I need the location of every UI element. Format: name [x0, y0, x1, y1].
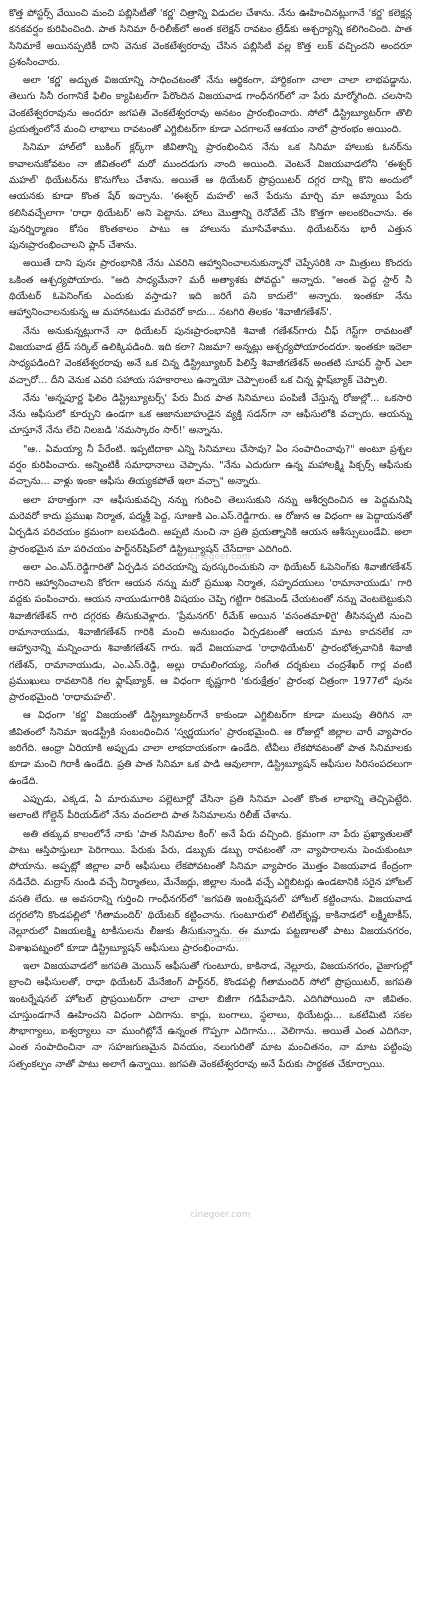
- paragraph: ఇలా విజయవాడలో జగపతి మెయిన్ ఆఫీసుతో గుంటూరు, కాకినాడ, నెల్లూరు, విజయనగరం, వైజాగుల్లో బ్రాంచి ఆఫీసులతో, రాధా థియేటర్ మేనేజింగ్ పార్ట్‌నర్, కొండపల్లి గీతామందిర్ సోలో ప్రొప్రయిటర్, జగపతి ఇంటర్నేషనల్ హోటల్ ప్రొప్రయిటర్‌గా చాలా చాలా బిజీగా గడిపేవాడిని. ఎదిగిపోయింది నా జీవితం. చూస్తుండగానే ఊహించని విధంగా ఎదిగాను. కార్లు, బంగాలు, స్థలాలు, థియేటర్లు... ఒకటేమిటి సకల సౌభాగ్యాలు, ఐశ్వర్యాలు నా ముంగిట్లోనే ఉన్నంత గొప్పగా ఎదిగాను... వెలిగాను. అయితే ఎంత ఎదిగినా, ఎంత సంపాదించినా నా సహజగుణమైన వినయం, నలుగురితో మాట మంచితనం, నా మాట పట్టింపు సత్సంకల్పం నాతో పాటు అలాగే ఉన్నాయి. జగపతి వెంకటేశ్వరరావు అనే పేరుకు సార్థకత చేకూర్చాయి.: [9, 960, 412, 1070]
- paragraph: అతి తక్కువ కాలంలోనే నాకు 'పాత సినిమాల కింగ్' అనే పేరు వచ్చింది. క్రమంగా నా పేరు ప్రఖ్యాతులతో పాటు ఆస్తిపాస్తులూ పెరిగాయి. పేరుకు పేరు, డబ్బుకు డబ్బు రావటంతో నా వ్యాపారాలను పెంచుకుంటూ పోయాను. అప్పట్లో జిల్లాల వారీ ఆఫీసులు లేకపోవటంతో సినిమా వ్యాపారం మొత్తం విజయవాడ కేంద్రంగా నడిచేది. మద్రాస్ నుండి వచ్చే నిర్మాతలు, మేనేజర్లు, జిల్లాల నుండి వచ్చే ఎగ్జిబిటర్లు ఉండటానికి సరైన హోటల్ వసతి లేదు. ఆ అవసరాన్ని గుర్తించి గాంధీనగర్‌లో 'జగపతి ఇంటర్నేషనల్' హోటల్ కట్టించాను. విజయవాడ దగ్గరలోని కొండపల్లిలో 'గీతామందిర్' థియేటర్ కట్టించాను. గుంటూరులో లిటిల్‌కృష్ణ, కాకినాడలో లక్ష్మీటాకీస్, నెల్లూరులో విజయలక్ష్మి టాకీసులను లీజుకు తీసుకున్నాను. ఈ మూడు పట్టణాలతో పాటు విజయనగరం, విశాఖపట్నంలో కూడా డిస్ట్రిబ్యూషన్ ఆఫీసులు ప్రారంభించాను.: [9, 828, 412, 954]
- paragraph: నేను 'అన్నపూర్ణ ఫిలిం డిస్ట్రిబ్యూటర్స్' పేరు మీద పాత సినిమాలు పంపిణీ చేస్తున్న రోజుల్లో... ఒకసారి నేను ఆఫీసులో కూర్చుని ఉండగా ఒక ఆజానుబాహుడైన వ్యక్తి సడన్‌గా నా ఆఫీసులోకి వచ్చారు. ఆయన్ను చూస్తూనే నేను లేచి నిలబడి 'నమస్కారం సార్!' అన్నాను.: [9, 392, 412, 437]
- paragraph: ఆ విధంగా 'కర్ణ' విజయంతో డిస్ట్రిబ్యూటర్‌గానే కాకుండా ఎగ్జిబిటర్‌గా కూడా మలుపు తిరిగిన నా జీవితంలో సినిమా ఇండస్ట్రీకి సంబంధించిన 'స్వర్ణయుగం' ప్రారంభమైంది. ఆ రోజుల్లో జిల్లాల వారీ వ్యాపారం జరిగేది. ఆంధ్రా ఏరియాకి అప్పుడు చాలా లాభదాయకంగా ఉండేది. టీవీలు లేకపోవటంతో పాత సినిమాలకు కూడా మంచి గిరాకీ ఉండేది. ప్రతి పాత సినిమా ఒక పాడి ఆవులాగా, డిస్ట్రిబ్యూషన్ ఆఫీసుల సిరిసంపదలుగా ఉండేది.: [9, 710, 412, 787]
- paragraph: నేను అనుకున్నట్లుగానే నా థియేటర్ పునఃప్రారంభానికి శివాజీ గణేశన్‌గారు చీఫ్ గెస్ట్‌గా రావటంతో విజయవాడ ట్రేడ్ సర్కిల్ ఉలిక్కిపడింది. ఇది కలా? నిజమా? అన్నట్లు ఆశ్చర్యపోయారందరూ. ఇంతకూ ఇదెలా సాధ్యపడింది? వెంకటేశ్వరరావు అనే ఒక చిన్న డిస్ట్రిబ్యూటర్ పిలిస్తే శివాజీగణేశన్ అంతటి సూపర్ స్టార్ ఎలా వచ్చారో... దీని వెనుక ఎవరి సహాయ సహకారాలు ఉన్నాయో చెప్పాలంటే ఒక చిన్న ఫ్లాష్‌బ్యాక్ చెప్పాలి.: [9, 325, 412, 386]
- paragraph: అలా ఎం.ఎస్.రెడ్డిగారితో ఏర్పడిన పరిచయాన్ని పురస్కరించుకుని నా థియేటర్ ఓపెనింగ్‌కు శివాజీగణేశన్ గారిని ఆహ్వానించాలని కోరగా ఆయన నన్ను మరో ప్రముఖ నిర్మాత, సహృదయులు 'రామానాయుడు' గారి వద్దకు పంపించారు. ఆయన నాయుడుగారికి విషయం చెప్పి గట్టిగా రికమెండ్ చేయటంతో నన్ను వెంటబెట్టుకుని శివాజీగణేశన్ గారి దగ్గరకు తీసుకువెళ్లారు. 'ప్రేమనగర్' రీమేక్ అయిన 'వసంతమాళిగై' తీసినప్పటి నుంచి రామానాయుడు, శివాజీగణేశన్ గారికి మంచి అనుబంధం ఏర్పడటంతో ఆయన మాట కాదనలేక నా ఆహ్వానాన్ని మన్నించారు శివాజీగణేశన్ గారు. ఇదే విజయవాడ 'రాధాథియేటర్' ప్రారంభోత్సవానికి శివాజీ గణేశన్, రామానాయుడు, ఎం.ఎస్.రెడ్డి, అల్లు రామలింగయ్య, సంగీత దర్శకులు చంద్రశేఖర్ గార్ల వంటి ప్రముఖులు రావటానికి గల ఫ్లాష్‌బ్యాక్. ఆ విధంగా కృష్ణగారి 'కురుక్షేత్రం' ప్రారంభ చిత్రంగా 1977లో పునః ప్రారంభమైంది 'రాధామహల్'.: [9, 561, 412, 704]
- site-watermark: cinegoer.com: [190, 1210, 251, 1220]
- paragraph: ఎప్పుడు, ఎక్కడ, ఏ మారుమూల పల్లెటూర్లో వేసినా ప్రతి సినిమా ఎంతో కొంత లాభాన్ని తెచ్చిపెట్టేది. అలాంటి గోల్డెన్ పీరియడ్‌లో నేను వందలాది పాత సినిమాలను రిలీజ్ చేశాను.: [9, 793, 412, 822]
- paragraph: సినిమా హాల్‌లో బుకింగ్ క్లర్క్‌గా జీవితాన్ని ప్రారంభించిన నేను ఒక సినిమా హాలుకు ఓనర్‌ను కావాలనుకోవటం నా జీవితంలో మరో ముందడుగు నాంది అయింది. వెంటనే విజయవాడలోని 'ఈశ్వర్ మహల్' థియేటర్‌ను కొనుగోలు చేశాను. అయితే ఆ థియేటర్ ప్రొప్రయిటర్ దగ్గర దాన్ని కొని అందులో ఆయనకు కూడా కొంత షేర్ ఇచ్చాను. 'ఈశ్వర్ మహల్' అనే పేరును మార్చి మా అమ్మాయి పేరు కలిసివచ్చేలాగా 'రాధా థియేటర్' అని పెట్టాను. హాలు మొత్తాన్ని రెనోవేట్ చేసి కొత్తగా అలంకరించాను. ఈ పునర్నిర్మాణం కోసం కొంతకాలం పాటు ఆ హాలును మూసివేశాము. థియేటర్‌ను భారీ ఎత్తున పునఃప్రారంభించాలని ప్లాన్ చేశాను.: [9, 142, 412, 252]
- paragraph: కొత్త పోస్టర్స్ వేయించి మంచి పబ్లిసిటీతో 'కర్ణ' చిత్రాన్ని విడుదల చేశాను. నేను ఊహించినట్లుగానే 'కర్ణ' కలెక్షన్ల కనకవర్షం కురిపించింది. పాత సినిమా రీ-రిలీజ్‌లో అంత కలెక్షన్ రావటం ట్రేడ్‌కు ఆశ్చర్యాన్ని కలిగించింది. పాత సినిమాకే అయినప్పటికీ దాని వెనుక వెంకటేశ్వరరావు చేసిన పబ్లిసిటీ వల్ల కొత్త లుక్ వచ్చిందని అందరూ ప్రశంసించారు.: [9, 8, 412, 68]
- paragraph: "ఆ.. ఏమయ్యా నీ పేరేంటి. ఇప్పటిదాకా ఎన్ని సినిమాలు చేసావు? ఏం సంపాదించావు?" అంటూ ప్రశ్నల వర్షం కురిపించారు. అన్నింటికీ సమాధానాలు చెప్పాను. "నేను ఎదురుగా ఉన్న మహాలక్ష్మి పిక్చర్స్ ఆఫీసుకు వచ్చాను... వాళ్లు ఇంకా ఆఫీసు తియ్యకపోతే ఇలా వచ్చా" అన్నారు.: [9, 443, 412, 488]
- site-watermark: cinegoer.com: [190, 935, 251, 945]
- site-watermark: cinegoer.com: [190, 552, 251, 562]
- paragraph: అలా 'కర్ణ' అద్భుత విజయాన్ని సాధించటంతో నేను ఆర్థికంగా, హార్దికంగా చాలా చాలా లాభపడ్డాను. తెలుగు సినీ రంగానికే ఫిలిం క్యాపిటల్‌గా పేరొందిన విజయవాడ గాంధీనగర్‌లో నా పేరు మార్మోగింది. చలసాని వెంకటేశ్వరరావును అందరూ జగపతి వెంకటేశ్వరరావు అనటం ప్రారంభించారు. సోలో డిస్ట్రిబ్యూటర్‌గా తొలి ప్రయత్నంలోనే మంచి లాభాలు రావటంతో ఎగ్జిబిటర్‌గా కూడా ఎదగాలనే ఆశయం నాలో ప్రారంభం అయింది.: [9, 75, 412, 136]
- paragraph: అయితే దాని పునః ప్రారంభానికి నేను ఎవరిని ఆహ్వానించాలనుకున్నానో చెప్పేసరికి నా మిత్రులు కొందరు ఒకింత ఆశ్చర్యపోయారు. "అది సాధ్యమేనా? మరీ అత్యాశకు పోవద్దు" అన్నారు. "అంత పెద్ద స్టార్ నీ థియేటర్ ఓపెనింగ్‌కు ఎందుకు వస్తాడు? ఇది జరిగే పని కాదులే" అన్నారు. ఇంతకూ నేను ఆహ్వానించాలనుకున్న ఆ మహానటుడు మరెవరో కాదు... నటగిరి తిలకం 'శివాజీగణేశన్'.: [9, 258, 412, 319]
- paragraph: అలా హఠాత్తుగా నా ఆఫీసుకువచ్చి నన్ను గురించి తెలుసుకుని నన్ను ఆశీర్వదించిన ఆ పెద్దమనిషి మరెవరో కాదు ప్రముఖ నిర్మాత, పద్మశ్రీ పెద్ద, సూజుకి ఎం.ఎస్.రెడ్డిగారు. ఆ రోజున ఆ విధంగా ఆ పెద్దాయనతో ఏర్పడిన పరిచయం క్రమంగా బలపడింది. అప్పటి నుంచి నా ప్రతి ప్రయత్నానికి ఆయన ఆశీస్సులుండేవి. అలా ప్రారంభమైన మా పరిచయం పార్ట్‌నర్‌షిప్‌లో డిస్ట్రిబ్యూషన్ చేసేదాకా ఎదిగింది.: [9, 494, 412, 555]
